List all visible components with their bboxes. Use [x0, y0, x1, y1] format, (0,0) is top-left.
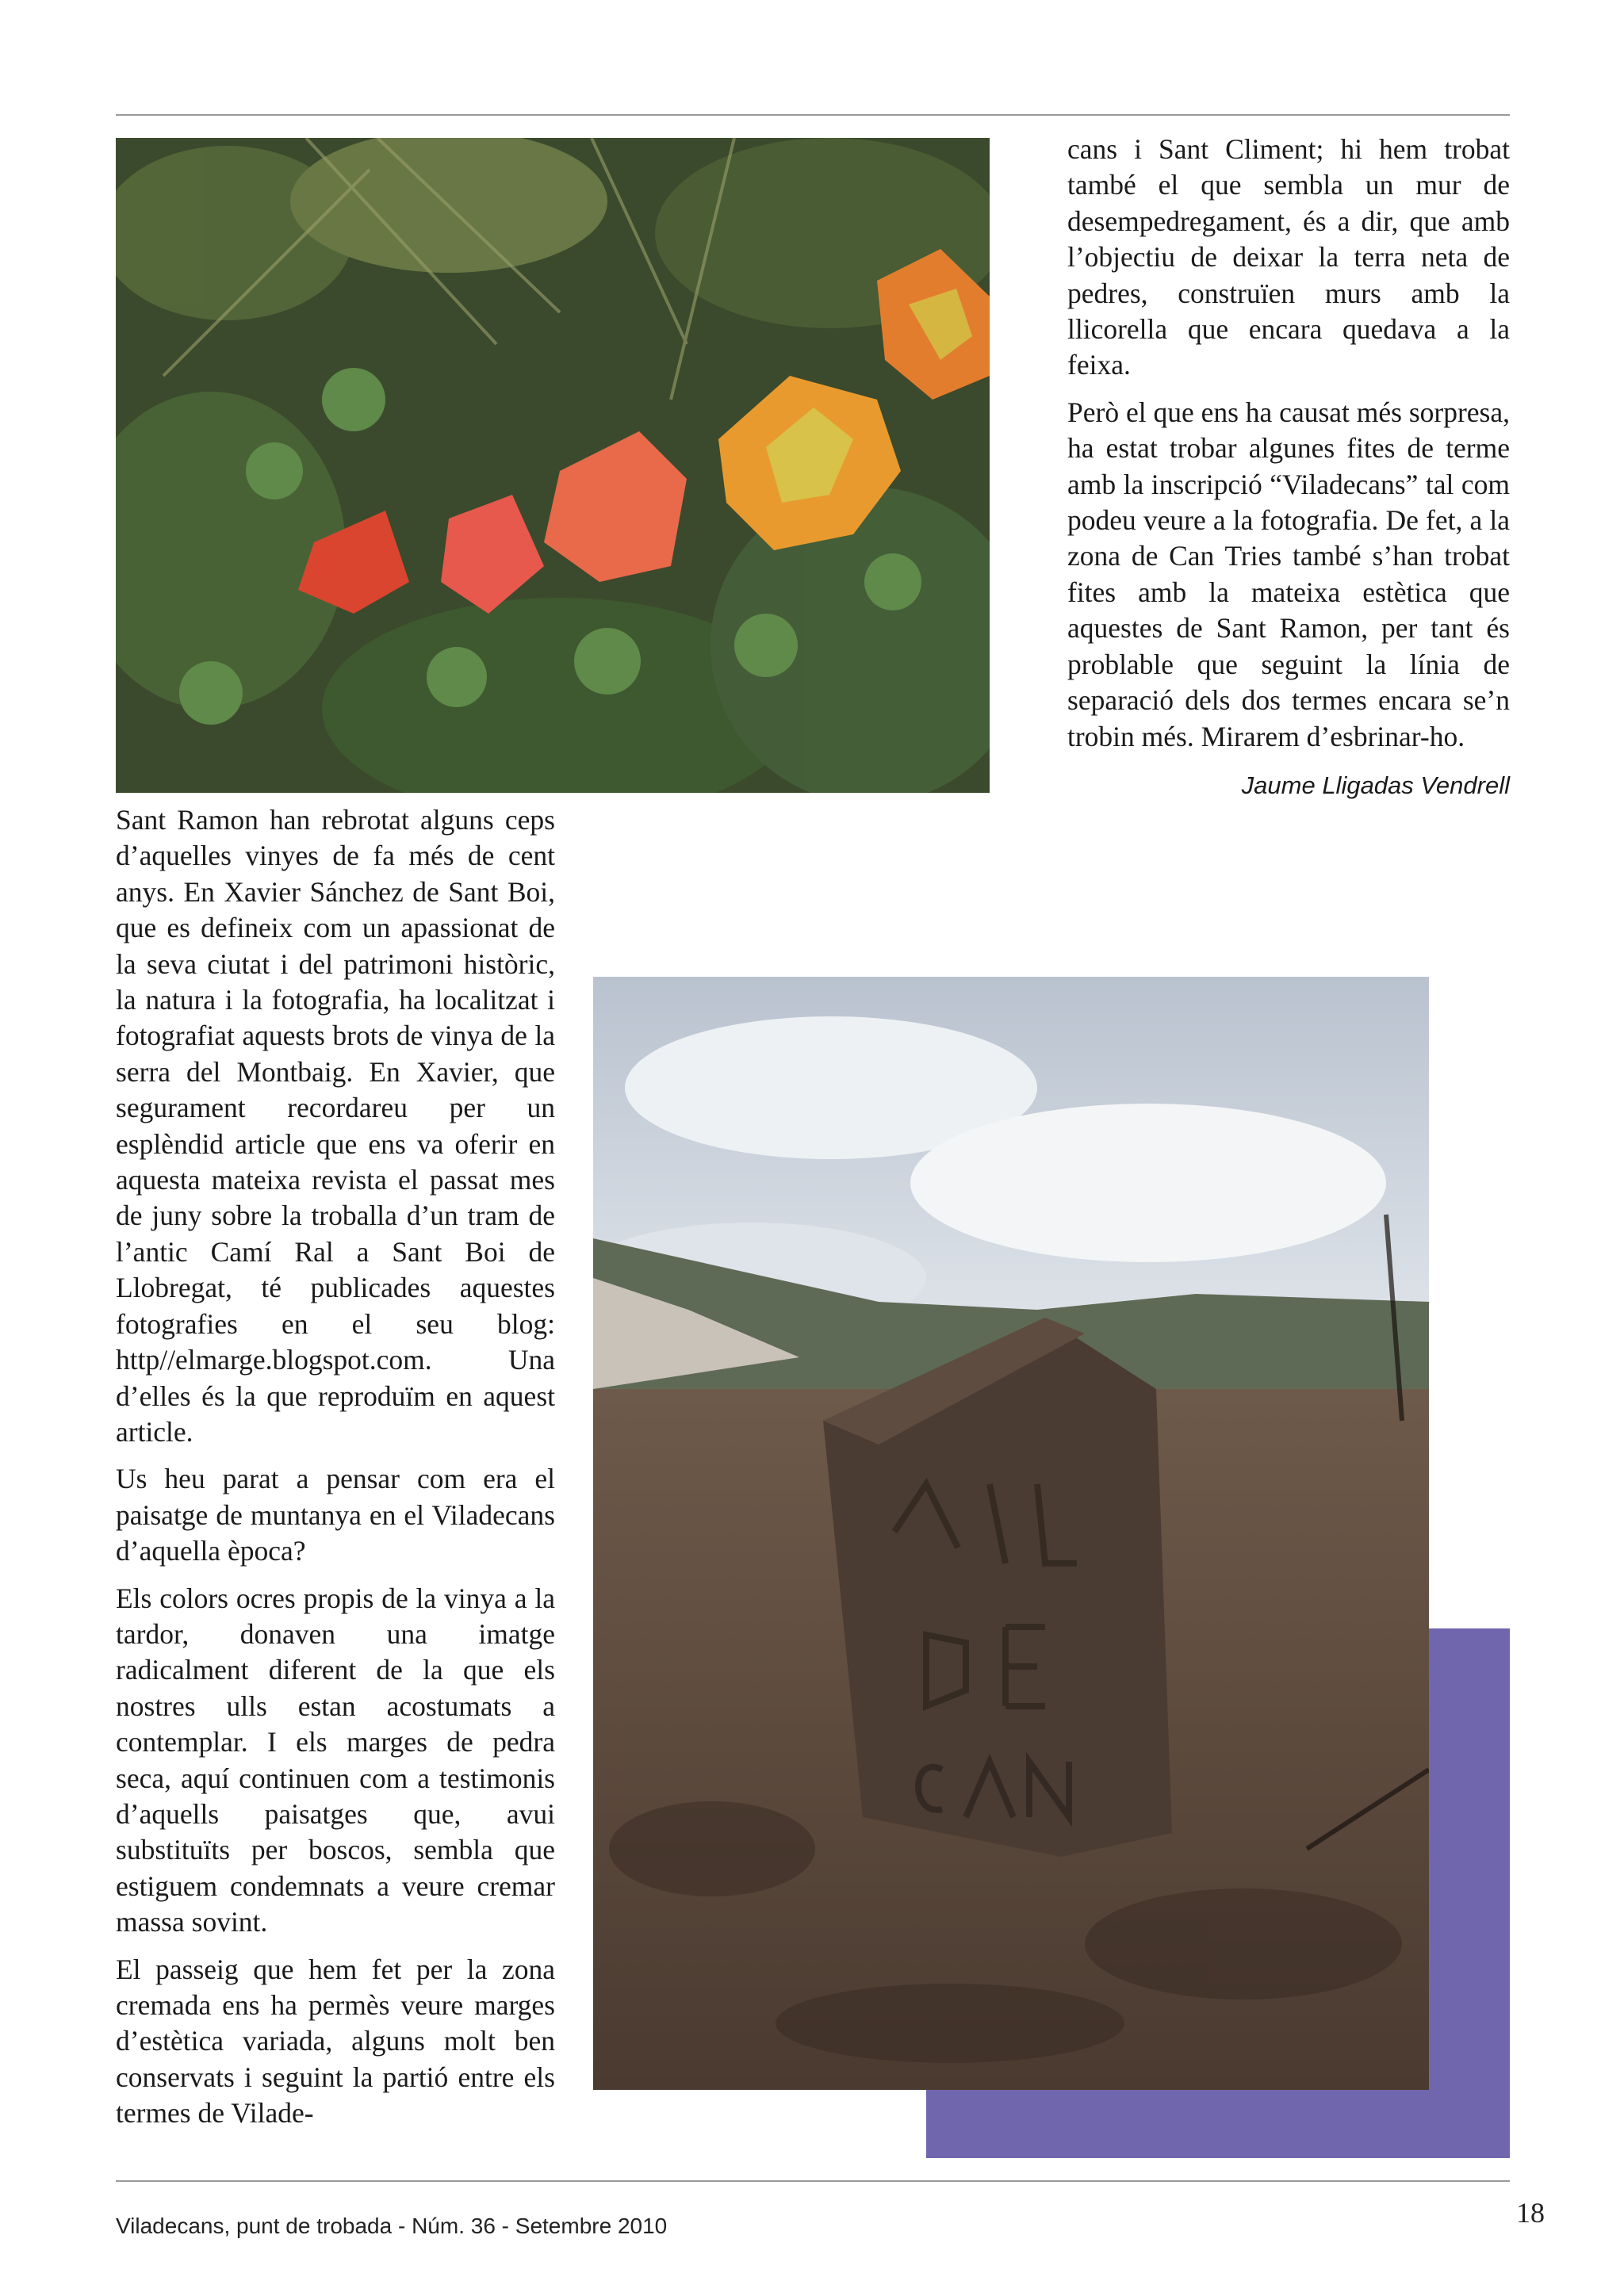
bottom-rule	[116, 2180, 1510, 2182]
article-paragraph: Us heu parat a pensar com era el paisatge de muntanya en el Viladecans d’aquella època?	[116, 1463, 555, 1567]
article-column-right	[1067, 132, 1510, 803]
article-paragraph: Sant Ramon han rebrotat alguns ceps d’aquelles vinyes de fa més de cent anys. En Xavier Sánchez de Sant Boi, que es defineix com un apassionat de la seva ciutat i del patrimoni històric, la natura i la fotografia, ha localitzat i fotografiat aquests brots de vinya de la serra del Montbaig. En Xavier, que segurament recordareu per un esplèndid article que ens va oferir en aquesta mateixa revista el passat mes de juny sobre la troballa d’un tram de l’antic Camí Ral a Sant Boi de Llobregat, té publicades aquestes fotografies en el seu blog: http//elmarge.blogspot.com. Una d’elles és la que reproduïm en aquest article.	[116, 804, 555, 1448]
top-rule	[116, 114, 1510, 116]
page-number: 18	[1516, 2197, 1545, 2229]
article-paragraph: Els colors ocres propis de la vinya a la tardor, donaven una imatge radicalment diferent de la que els nostres ulls estan acostumats a contemplar. I els marges de pedra seca, aquí continuen com a testimonis d’aquells paisatges que, avui substituïts per boscos, sembla que estiguem condemnats a veure cremar massa sovint.	[116, 1582, 555, 1938]
article-paragraph: cans i Sant Climent; hi hem trobat també el que sembla un mur de desempedregament, és a dir, que amb l’objectiu de deixar la terra neta de pedres, construïen murs amb la llicorella que encara quedava a la feixa.	[1067, 133, 1510, 381]
boundary-stone-photo	[593, 977, 1429, 2090]
article-paragraph: El passeig que hem fet per la zona cremada ens ha permès veure marges d’estètica variada, alguns molt ben conservats i seguint la partió entre els termes de Vilade-	[116, 1953, 555, 2130]
footer-publication: Viladecans, punt de trobada - Núm. 36 - Setembre 2010	[116, 2214, 668, 2238]
vine-leaves-photo	[116, 138, 990, 793]
article-column-left	[116, 802, 555, 2143]
article-paragraph: Però el que ens ha causat més sorpresa, ha estat trobar algunes fites de terme amb la inscripció “Viladecans” tal com podeu veure a la fotografia. De fet, a la zona de Can Tries també s’han trobat fites amb la mateixa estètica que aquestes de Sant Ramon, per tant és problable que seguint la línia de separació dels dos termes encara se’n trobin més. Mirarem d’esbrinar-ho.	[1067, 396, 1510, 752]
author-signature: Jaume Lligadas Vendrell	[1241, 771, 1510, 799]
